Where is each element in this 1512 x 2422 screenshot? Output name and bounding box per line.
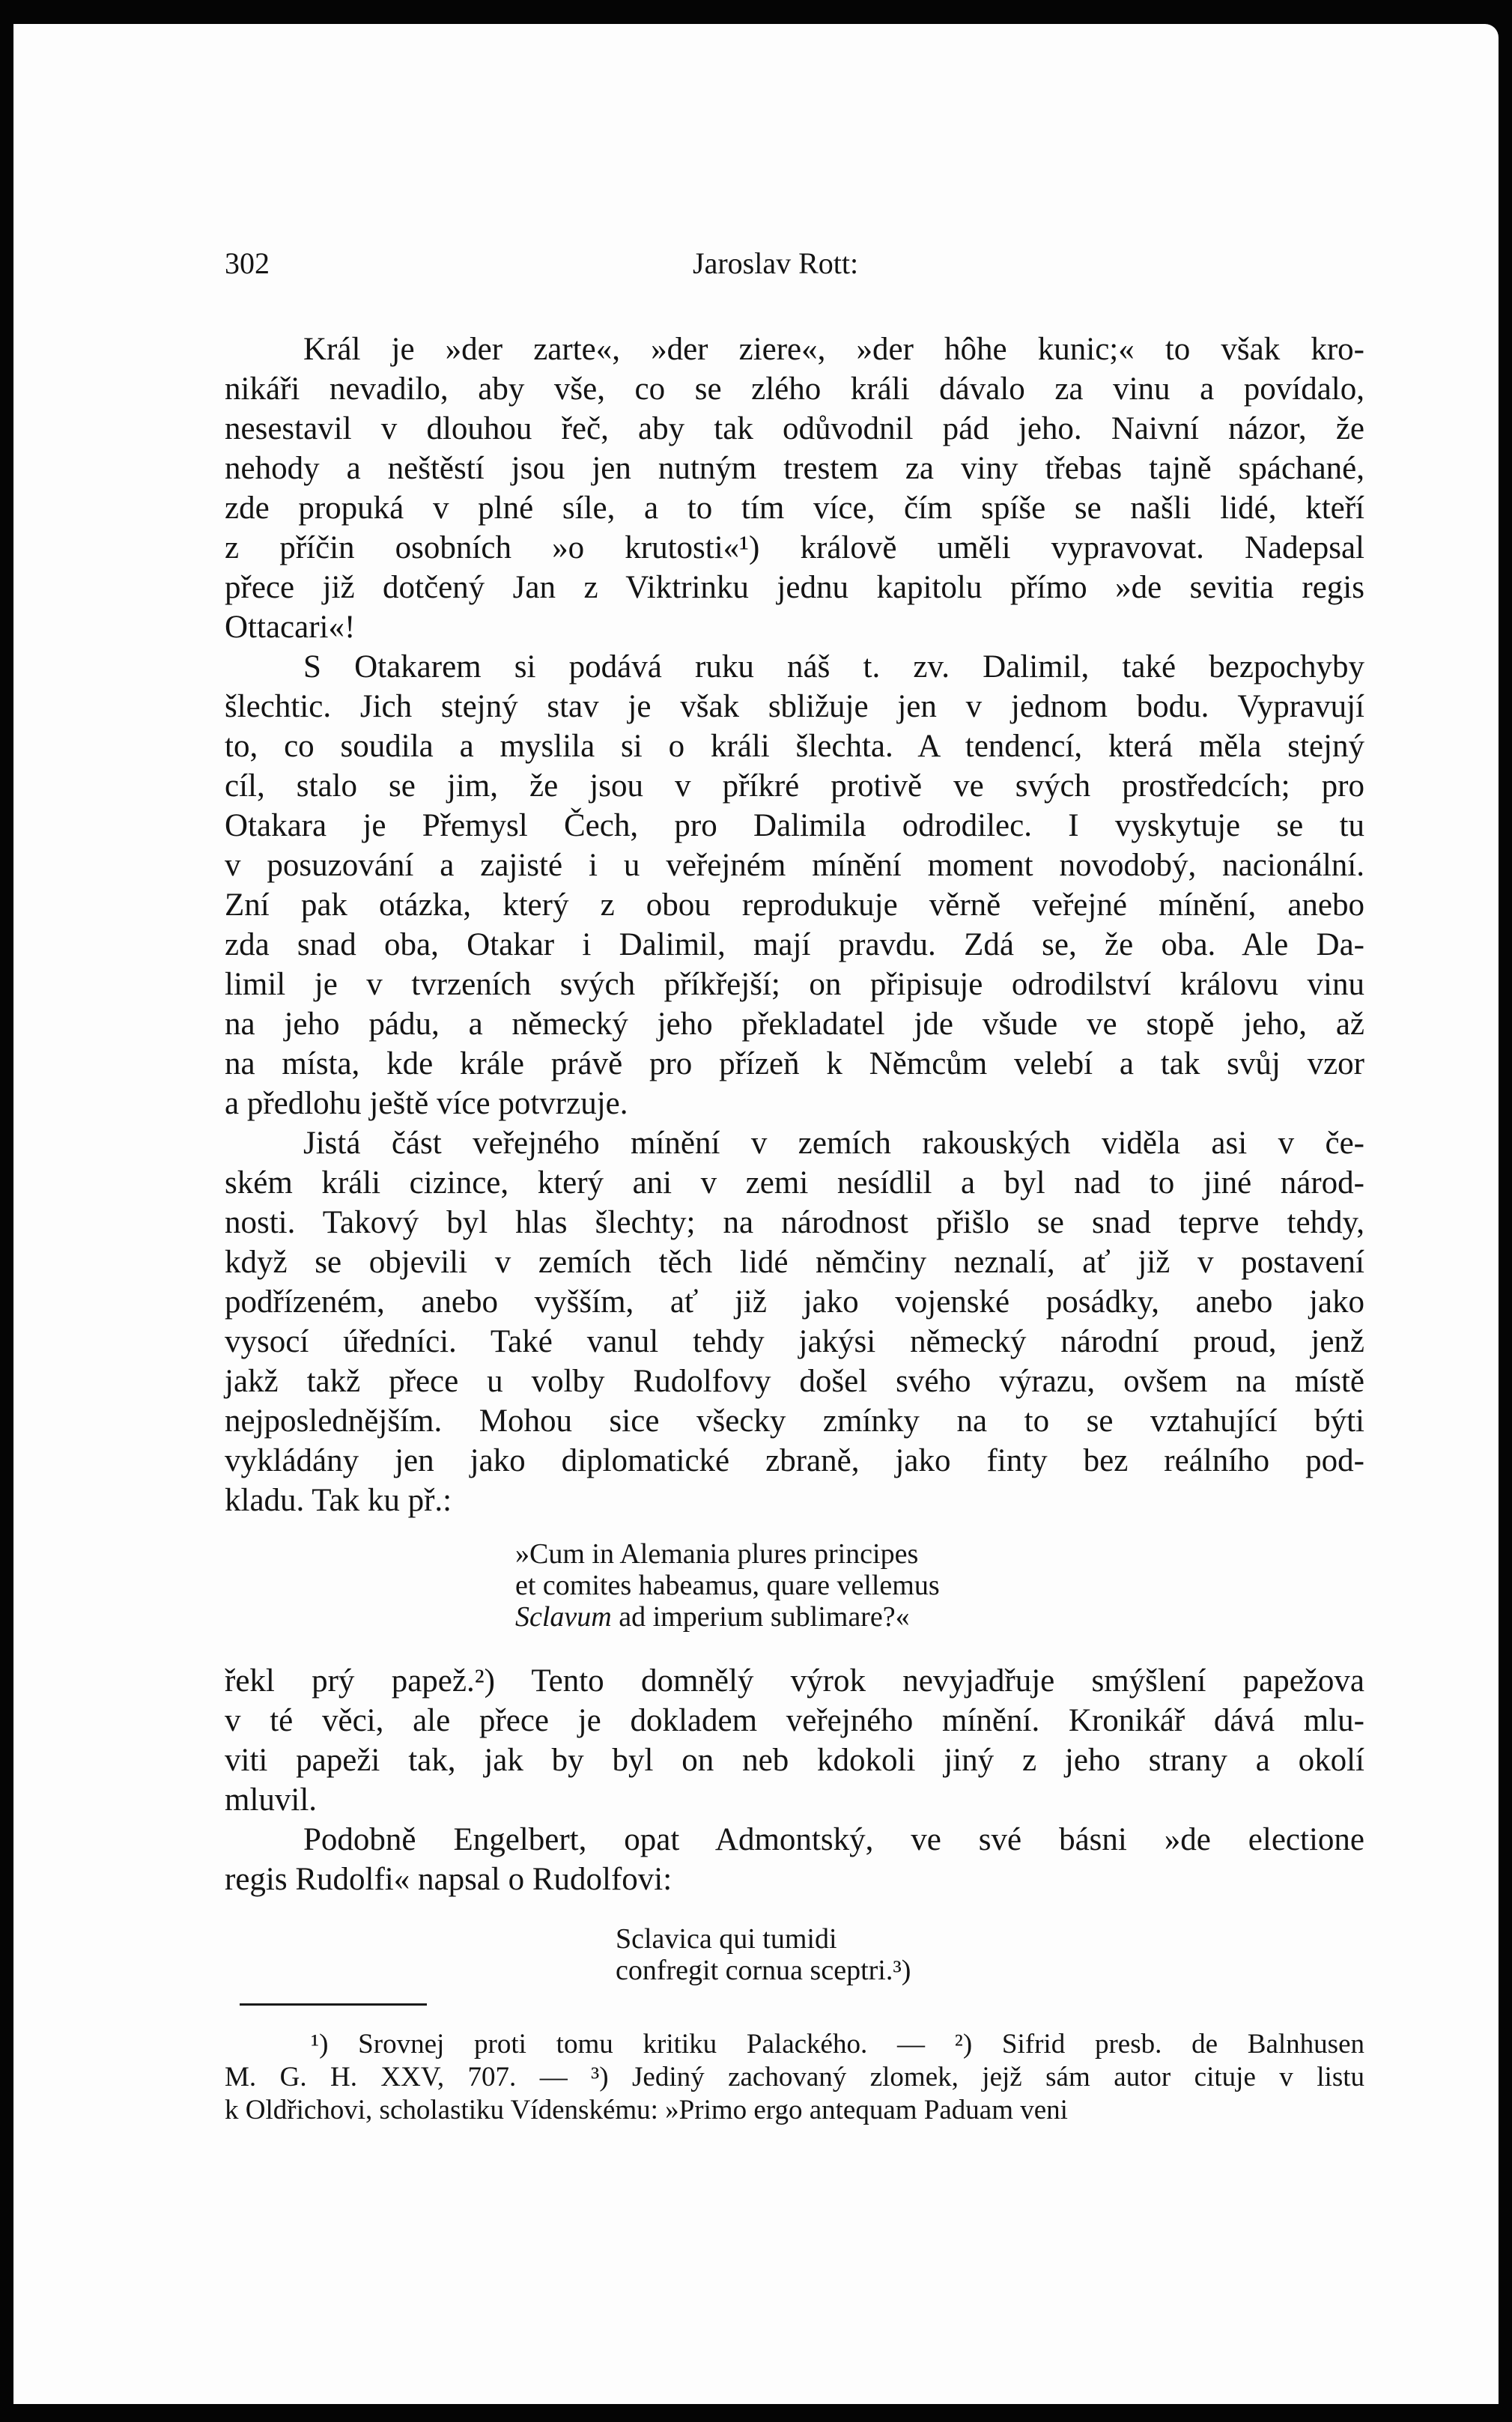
text-line: když se objevili v zemích těch lidé němčiny neznalí, ať již v postavení [225,1245,1364,1280]
text-line: Jistá část veřejného mínění v zemích rakouských viděla asi v če- [303,1126,1364,1161]
body-text-continued [225,1661,1364,1899]
text-line: nesestavil v dlouhou řeč, aby tak odůvodnil pád jeho. Naivní názor, že [225,411,1364,446]
text-line: Podobně Engelbert, opat Admontský, ve své básni »de electione [303,1822,1364,1857]
text-line: zde propuká v plné síle, a to tím více, čím spíše se našli lidé, kteří [225,491,1364,526]
text-line: nehody a neštěstí jsou jen nutným trestem za viny třebas tajně spáchané, [225,451,1364,486]
quote-line: confregit cornua sceptri.³) [616,1955,911,1986]
text-line: S Otakarem si podává ruku náš t. zv. Dalimil, také bezpochyby [303,649,1364,685]
text-line: nosti. Takový byl hlas šlechty; na národnost přišlo se snad teprve tehdy, [225,1205,1364,1240]
latin-quote-engelbert [616,1923,911,1986]
text-line: z příčin osobních »o krutosti«¹) královĕ umĕli vypravovat. Nadepsal [225,530,1364,565]
text-line: limil je v tvrzeních svých příkřejší; on připisuje odrodilství královu vinu [225,967,1364,1002]
quote-line: »Cum in Alemania plures principes [515,1538,919,1570]
footnote-line: ¹) Srovnej proti tomu kritiku Palackého. — ²) Sifrid presb. de Balnhusen [311,2029,1364,2060]
text-line: viti papeži tak, jak by byl on neb kdokoli jiný z jeho strany a okolí [225,1743,1364,1778]
text-line: vykládány jen jako diplomatické zbraně, jako finty bez reálního pod- [225,1443,1364,1478]
text-line: ském králi cizince, který ani v zemi nesídlil a byl nad to jiné národ- [225,1165,1364,1201]
text-line: Ottacari«! [225,610,356,645]
text-line: v posuzování a zajisté i u veřejném mínění moment novodobý, nacionální. [225,848,1364,883]
text-line: nikáři nevadilo, aby vše, co se zlého králi dávalo za vinu a povídalo, [225,371,1364,407]
body-text-main [225,330,1364,1520]
text-line: mluvil. [225,1782,318,1818]
text-line: to, co soudila a myslila si o králi šlechta. A tendencí, která měla stejný [225,729,1364,764]
quote-line-rest: ad imperium sublimare?« [611,1601,910,1633]
text-line: a předlohu ještě více potvrzuje. [225,1086,628,1121]
quote-italic-word: Sclavum [515,1601,612,1633]
footnote-line: k Oldřichovi, scholastiku Vídenskému: »Primo ergo antequam Paduam veni [225,2095,1068,2125]
text-line: Otakara je Přemysl Čech, pro Dalimila odrodilec. I vyskytuje se tu [225,808,1364,843]
text-line: v té věci, ale přece je dokladem veřejného mínění. Kronikář dává mlu- [225,1703,1364,1738]
page-number: 302 [225,246,270,280]
text-line: na místa, kde krále právě pro přízeň k Němcům velebí a tak svůj vzor [225,1046,1364,1081]
footnote-line: M. G. H. XXV, 707. — ³) Jediný zachovaný zlomek, jejž sám autor cituje v listu [225,2062,1364,2092]
running-title: Jaroslav Rott: [693,246,859,280]
text-line: přece již dotčený Jan z Viktrinku jednu kapitolu přímo »de sevitia regis [225,570,1364,605]
text-line: Král je »der zarte«, »der ziere«, »der hôhe kunic;« to však kro- [303,332,1364,367]
quote-line: et comites habeamus, quare vellemus [515,1570,940,1601]
text-line: jakž takž přece u volby Rudolfovy došel svého výrazu, ovšem na místě [225,1364,1364,1399]
footnotes [225,2028,1364,2127]
text-line: cíl, stalo se jim, že jsou v příkré protivě ve svých prostředcích; pro [225,768,1364,804]
latin-quote-pope [515,1538,940,1633]
text-line: řekl prý papež.²) Tento domnělý výrok nevyjadřuje smýšlení papežova [225,1663,1364,1699]
text-line: kladu. Tak ku př.: [225,1483,452,1518]
quote-line: Sclavica qui tumidi [616,1923,837,1955]
text-line: zda snad oba, Otakar i Dalimil, mají pravdu. Zdá se, že oba. Ale Da- [225,927,1364,962]
text-line: šlechtic. Jich stejný stav je však sbližuje jen v jednom bodu. Vypravují [225,689,1364,724]
text-line: Zní pak otázka, který z obou reprodukuje věrně veřejné mínění, anebo [225,887,1364,923]
quote-line [515,1601,940,1633]
text-line: regis Rudolfi« napsal o Rudolfovi: [225,1862,672,1897]
text-line: nejposlednějším. Mohou sice všecky zmínky na to se vztahující býti [225,1403,1364,1439]
text-line: na jeho pádu, a německý jeho překladatel jde všude ve stopě jeho, až [225,1007,1364,1042]
text-line: podřízeném, anebo vyšším, ať již jako vojenské posádky, anebo jako [225,1284,1364,1320]
footnote-divider [240,2003,427,2006]
text-line: vysocí úředníci. Také vanul tehdy jakýsi německý národní proud, jenž [225,1324,1364,1359]
